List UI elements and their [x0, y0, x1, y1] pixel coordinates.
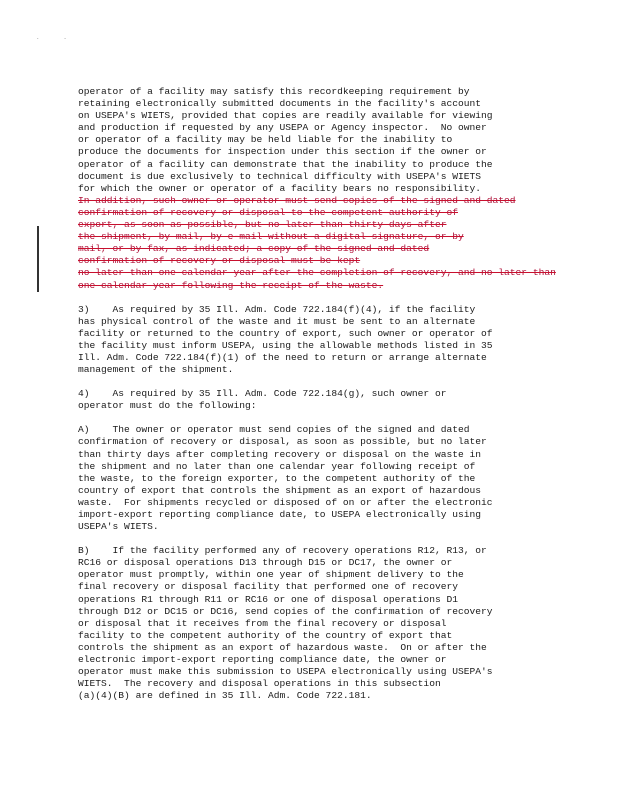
text-line: operator of a facility can demonstrate that the inability to produce the: [78, 158, 493, 170]
struck-text-line: In addition, such owner or operator must send copies of the signed and dated: [78, 194, 516, 206]
revision-margin-bar: [37, 226, 39, 292]
text-line: retaining electronically submitted documents in the facility's account: [78, 98, 482, 110]
text-line: operator must make this submission to USEPA electronically using USEPA's: [78, 666, 493, 678]
paragraph-4b-recovery-operations: [78, 545, 548, 702]
text-line: WIETS. The recovery and disposal operations in this subsection: [78, 678, 441, 690]
text-line: the waste, to the foreign exporter, to the competent authority of the: [78, 472, 476, 484]
text-line: 4) As required by 35 Ill. Adm. Code 722.184(g), such owner or: [78, 388, 447, 400]
document-body: [78, 86, 556, 714]
struck-text-line: one calendar year following the receipt of the waste.: [78, 279, 384, 291]
text-line: controls the shipment as an export of hazardous waste. On or after the: [78, 641, 487, 653]
text-line: document is due exclusively to technical difficulty with USEPA's WIETS: [78, 170, 482, 182]
text-line: facility to the competent authority of the country of export that: [78, 629, 453, 641]
text-line: for which the owner or operator of a facility bears no responsibility.: [78, 182, 482, 194]
text-line: produce the documents for inspection under this section if the owner or: [78, 146, 487, 158]
struck-text-line: no later than one calendar year after the completion of recovery, and no later than: [78, 267, 556, 279]
struck-text-line: the shipment, by mail, by e-mail without a digital signature, or by: [78, 231, 464, 243]
text-line: final recovery or disposal facility that performed one of recovery: [78, 581, 458, 593]
text-line: (a)(4)(B) are defined in 35 Ill. Adm. Code 722.181.: [78, 690, 372, 702]
text-line: A) The owner or operator must send copies of the signed and dated: [78, 424, 470, 436]
paragraph-recordkeeping: [78, 86, 556, 292]
scan-corner-mark: . .: [36, 34, 77, 41]
text-line: and production if requested by any USEPA or Agency inspector. No owner: [78, 122, 487, 134]
text-line: confirmation of recovery or disposal, as soon as possible, but no later: [78, 436, 487, 448]
text-line: 3) As required by 35 Ill. Adm. Code 722.184(f)(4), if the facility: [78, 303, 476, 315]
paragraph-4a-confirmation: [78, 424, 548, 533]
text-line: USEPA's WIETS.: [78, 521, 159, 533]
text-line: management of the shipment.: [78, 364, 234, 376]
text-line: the facility must inform USEPA, using the allowable methods listed in 35: [78, 339, 493, 351]
text-line: operations R1 through R11 or RC16 or one of disposal operations D1: [78, 593, 458, 605]
paragraph-4-requirements: [78, 388, 548, 412]
text-line: or disposal that it receives from the final recovery or disposal: [78, 617, 447, 629]
text-line: operator must do the following:: [78, 400, 257, 412]
text-line: RC16 or disposal operations D13 through D15 or DC17, the owner or: [78, 557, 453, 569]
text-line: electronic import-export reporting compliance date, the owner or: [78, 654, 447, 666]
text-line: operator must promptly, within one year of shipment delivery to the: [78, 569, 464, 581]
struck-text-line: confirmation of recovery or disposal to the competent authority of: [78, 206, 458, 218]
text-line: has physical control of the waste and it must be sent to an alternate: [78, 315, 476, 327]
struck-text-line: export, as soon as possible, but no later than thirty days after: [78, 219, 447, 231]
text-line: or operator of a facility may be held liable for the inability to: [78, 134, 453, 146]
text-line: Ill. Adm. Code 722.184(f)(1) of the need to return or arrange alternate: [78, 351, 487, 363]
text-line: country of export that controls the shipment as an export of hazardous: [78, 484, 482, 496]
text-line: on USEPA's WIETS, provided that copies are readily available for viewing: [78, 110, 493, 122]
text-line: facility or returned to the country of export, such owner or operator of: [78, 327, 493, 339]
text-line: through D12 or DC15 or DC16, send copies of the confirmation of recovery: [78, 605, 493, 617]
struck-text-line: confirmation of recovery or disposal must be kept: [78, 255, 361, 267]
text-line: operator of a facility may satisfy this recordkeeping requirement by: [78, 86, 470, 97]
text-line: import-export reporting compliance date, to USEPA electronically using: [78, 509, 482, 520]
text-line: B) If the facility performed any of recovery operations R12, R13, or: [78, 545, 487, 557]
paragraph-3-alternate-facility: [78, 304, 548, 377]
struck-text-line: mail, or by fax, as indicated; a copy of the signed and dated: [78, 243, 430, 255]
text-line: than thirty days after completing recovery or disposal on the waste in: [78, 448, 482, 460]
text-line: the shipment and no later than one calendar year following receipt of: [78, 460, 476, 472]
text-line: waste. For shipments recycled or disposed of on or after the electronic: [78, 496, 493, 508]
